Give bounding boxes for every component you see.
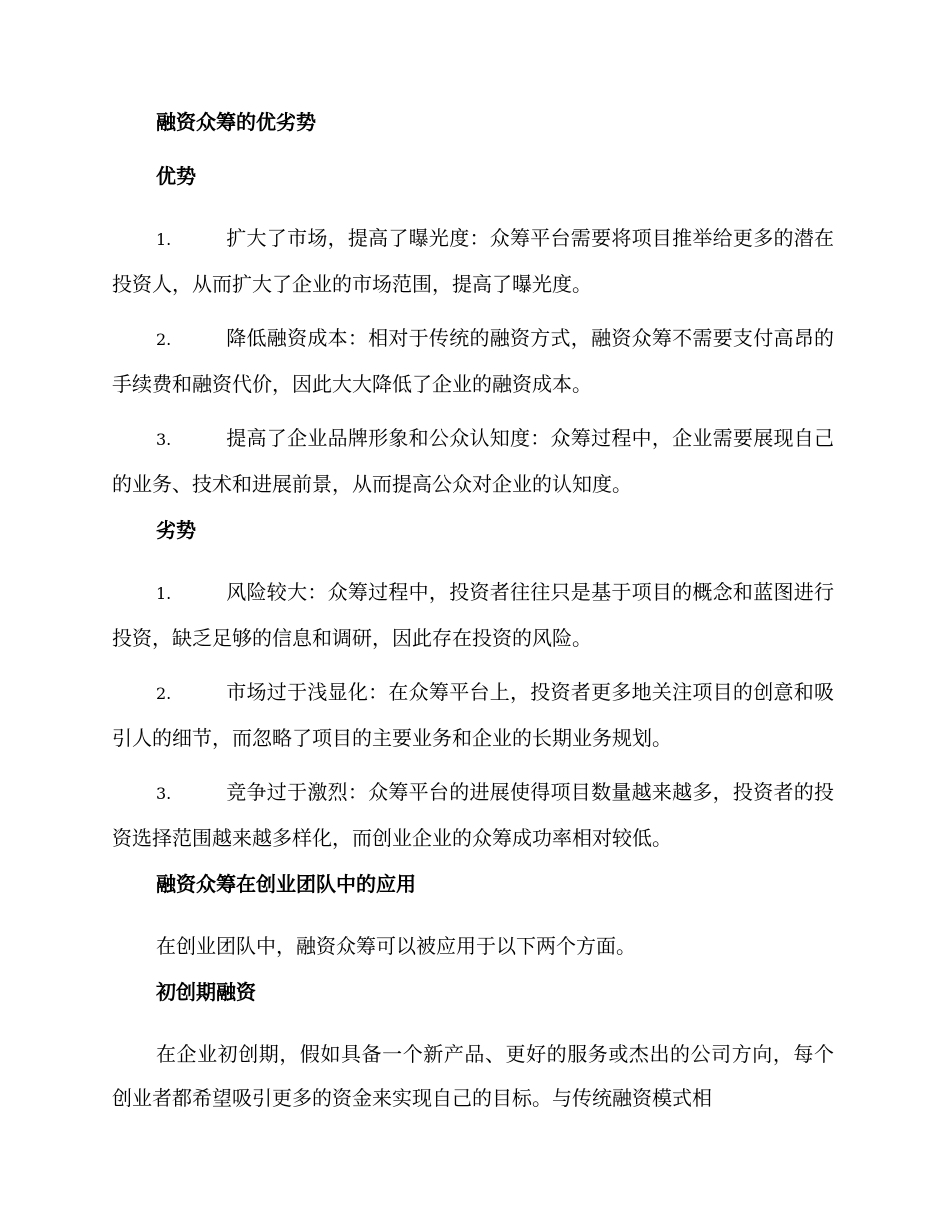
heading-early-stage: 初创期融资 (156, 980, 256, 1004)
list-number: 3. (156, 430, 172, 449)
pros-item (112, 216, 834, 306)
list-number: 2. (156, 330, 172, 349)
cons-item (112, 770, 834, 860)
list-item-text: 提高了企业品牌形象和公众认知度：众筹过程中，企业需要展现自己的业务、技术和进展前景，从而提高公众对企业的认知度。 (112, 426, 834, 496)
cons-item (112, 570, 834, 660)
document-page (112, 108, 834, 1130)
heading-application: 融资众筹在创业团队中的应用 (156, 872, 416, 896)
list-number: 2. (156, 684, 172, 703)
application-intro: 在创业团队中，融资众筹可以被应用于以下两个方面。 (156, 934, 636, 958)
heading-pros: 优势 (156, 164, 196, 188)
heading-pros-cons: 融资众筹的优劣势 (156, 110, 316, 134)
heading-cons: 劣势 (156, 518, 196, 542)
list-number: 3. (156, 784, 172, 803)
list-item-text: 市场过于浅显化：在众筹平台上，投资者更多地关注项目的创意和吸引人的细节，而忽略了项目的主要业务和企业的长期业务规划。 (112, 680, 834, 750)
list-item-text: 降低融资成本：相对于传统的融资方式，融资众筹不需要支付高昂的手续费和融资代价，因此大大降低了企业的融资成本。 (112, 326, 834, 396)
list-item-text: 扩大了市场，提高了曝光度：众筹平台需要将项目推举给更多的潜在投资人，从而扩大了企业的市场范围，提高了曝光度。 (112, 226, 834, 296)
early-stage-paragraph: 在企业初创期，假如具备一个新产品、更好的服务或杰出的公司方向，每个创业者都希望吸引更多的资金来实现自己的目标。与传统融资模式相 (112, 1042, 834, 1110)
list-number: 1. (156, 230, 172, 249)
list-number: 1. (156, 584, 172, 603)
list-item-text: 竞争过于激烈：众筹平台的进展使得项目数量越来越多，投资者的投资选择范围越来越多样化，而创业企业的众筹成功率相对较低。 (112, 780, 834, 850)
pros-item (112, 416, 834, 506)
list-item-text: 风险较大：众筹过程中，投资者往往只是基于项目的概念和蓝图进行投资，缺乏足够的信息和调研，因此存在投资的风险。 (112, 580, 834, 650)
pros-item (112, 316, 834, 406)
cons-item (112, 670, 834, 760)
